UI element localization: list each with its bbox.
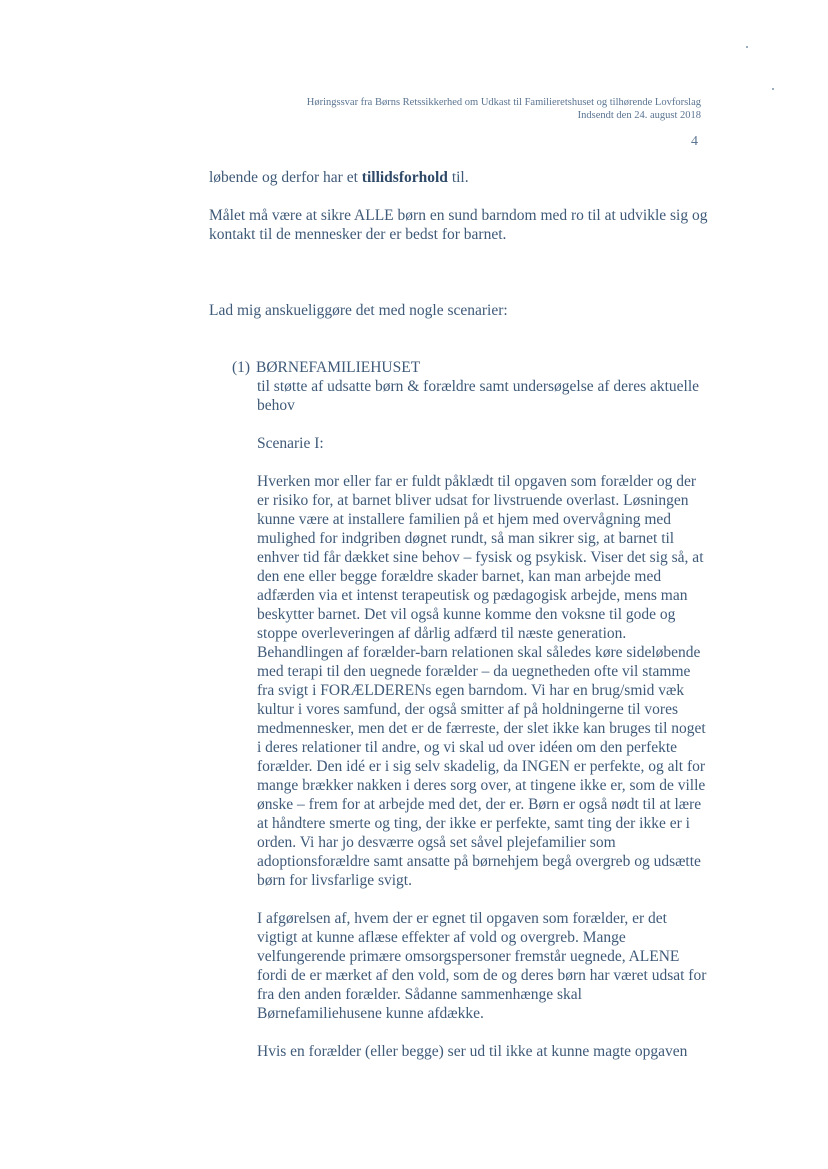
section-heading [209, 358, 709, 377]
section-number: (1) [232, 359, 251, 376]
scenario-label: Scenarie I: [257, 435, 324, 452]
header-title: Høringssvar fra Børns Retssikkerhed om Udkast til Familieretshuset og tilhørende Lovforslag [306, 97, 701, 108]
page-number: 4 [691, 134, 698, 149]
bold-term: tillidsforhold [361, 169, 448, 186]
scenario-paragraph-3: Hvis en forælder (eller begge) ser ud til ikke at kunne magte opgaven [257, 1043, 688, 1060]
scan-speck [746, 46, 748, 48]
scan-speck [772, 88, 774, 90]
intro-paragraph-1: løbende og derfor har et tillidsforhold til. [209, 169, 469, 186]
intro-paragraph-3: Lad mig anskueliggøre det med nogle scenarier: [209, 302, 508, 319]
header-date: Indsendt den 24. august 2018 [577, 110, 701, 121]
intro-paragraph-2: Målet må være at sikre ALLE børn en sund barndom med ro til at udvikle sig og kontakt til de mennesker der er bedst for barnet. [209, 207, 708, 243]
document-body [209, 168, 709, 1061]
section-subtitle: til støtte af udsatte børn & forældre samt undersøgelse af deres aktuelle behov [257, 378, 700, 414]
section-title: BØRNEFAMILIEHUSET [256, 359, 421, 376]
scenario-paragraph-2: I afgørelsen af, hvem der er egnet til opgaven som forælder, er det vigtigt at kunne aflæse effekter af vold og overgreb. Mange velfungerende primære omsorgspersoner fremstår uegnede, ALENE fordi de er mærket af den vold, som de og deres børn har været udsat for fra den anden forælder. Sådanne sammenhænge skal Børnefamiliehusene kunne afdække. [257, 910, 707, 1022]
scenario-paragraph-1: Hverken mor eller far er fuldt påklædt til opgaven som forælder og der er risiko for, at barnet bliver udsat for livstruende overlast. Løsningen kunne være at installere familien på et hjem med overvågning med mulighed for indgriben døgnet rundt, så man sikrer sig, at barnet til enhver tid får dækket sine behov – fysisk og psykisk. Viser det sig så, at den ene eller begge forældre skader barnet, kan man arbejde med adfærden via et intenst terapeutisk og pædagogisk arbejde, mens man beskytter barnet. Det vil også kunne komme den voksne til gode og stoppe overleveringen af dårlig adfærd til næste generation. Behandlingen af forælder-barn relationen skal således køre sideløbende med terapi til den uegnede forælder – da uegnetheden ofte vil stamme fra svigt i FORÆLDERENs egen barndom. Vi har en brug/smid væk kultur i vores samfund, der også smitter af på holdningerne til vores medmennesker, men det er de færreste, der slet ikke kan bruges til noget i deres relationer til andre, og vi skal ud over idéen om den perfekte forælder. Den idé er i sig selv skadelig, da INGEN er perfekte, og alt for mange brækker nakken i deres sorg over, at tingene ikke er, som de ville ønske – frem for at arbejde med det, der er. Børn er også nødt til at lære at håndtere smerte og ting, der ikke er perfekte, samt ting der ikke er i orden. Vi har jo desværre også set såvel plejefamilier som adoptionsforældre samt ansatte på børnehjem begå overgreb og udsætte børn for livsfarlige svigt. [257, 473, 706, 889]
section-content [257, 377, 707, 1061]
page-header [307, 96, 701, 122]
section-1 [209, 358, 709, 1061]
